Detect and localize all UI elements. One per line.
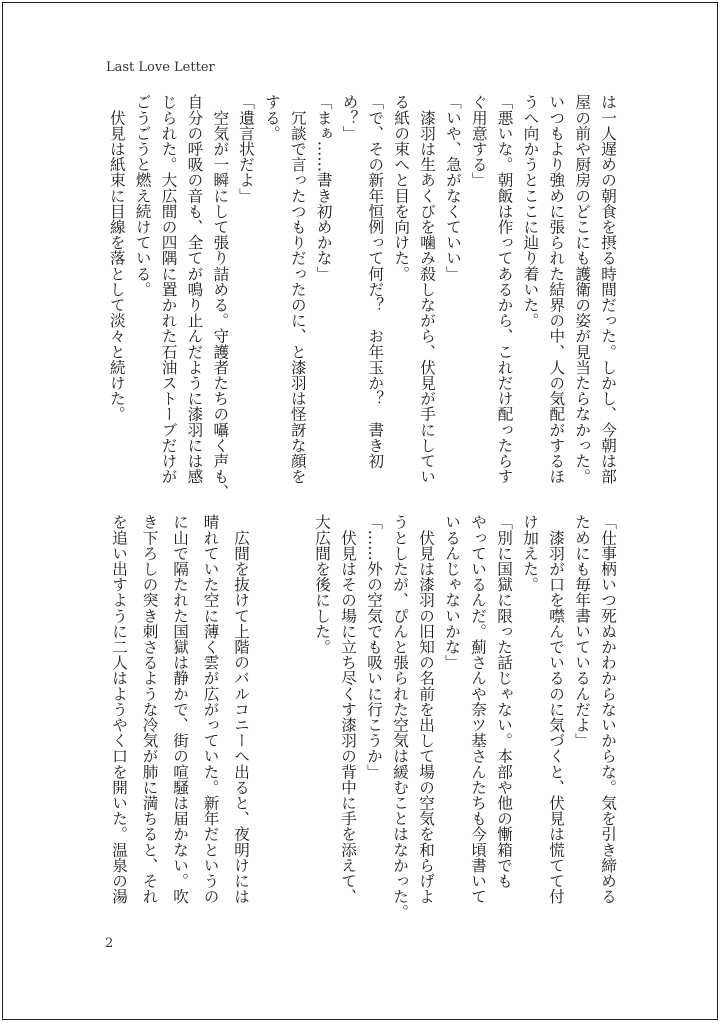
text-column: 大広間を後にした。: [313, 514, 331, 655]
page-number: 2: [105, 936, 114, 951]
text-column: 伏見は紙束に目線を落として淡々と続けた。: [107, 94, 126, 422]
text-column: 伏見は漆羽の旧知の名前を出して場の空気を和らげよ: [417, 514, 435, 904]
text-column: に山で隔たれた国獄は静かで、街の喧騒は届かない。吹: [171, 514, 189, 904]
text-column: 冗談で言ったつもりだったのに、と漆羽は怪訝な顔を: [288, 94, 307, 484]
text-column: する。: [262, 94, 281, 141]
text-column: を追い出すように二人はようやく口を開いた。温泉の湯: [110, 514, 128, 904]
running-title: Last Love Letter: [106, 60, 215, 75]
text-column: 晴れていた空に薄く雲が広がっていた。新年だというの: [201, 514, 220, 904]
text-column: 「遺言状だよ」: [237, 94, 256, 204]
text-column: 漆羽が口を噤んでいるのに気づくと、伏見は慌てて付: [547, 514, 565, 904]
text-column: いつもより強めに張られた結界の中、人の気配がするほ: [547, 94, 566, 484]
text-column: 「別に国獄に限った話じゃない。本部や他の慚箱でも: [495, 514, 513, 889]
text-column: 自分の呼吸の音も、全てが鳴り止んだように漆羽には感: [185, 94, 204, 484]
text-column: ためにも毎年書いているんだよ」: [573, 514, 591, 748]
text-column: け加えた。: [521, 514, 539, 592]
text-column: 漆羽は生あくびを噛み殺しながら、伏見が手にしてい: [418, 94, 437, 484]
text-column: き下ろしの突き刺さるような冷気が肺に満ちると、それ: [140, 514, 159, 904]
text-column: 「仕事柄いつ死ぬかわからないからな。気を引き締める: [599, 514, 617, 904]
text-column: 「で、その新年恒例って何だ？ お年玉か？ 書き初: [366, 94, 385, 469]
text-column: 伏見はその場に立ち尽くす漆羽の背中に手を添えて、: [339, 514, 357, 904]
text-column: 「まぁ……書き初めかな」: [314, 94, 333, 282]
text-column: は一人遅めの朝食を摂る時間だった。しかし、今朝は部: [599, 94, 617, 484]
text-column: いるんじゃないかな」: [443, 514, 461, 670]
text-column: うへ向かうとここに辿り着いた。: [521, 94, 540, 328]
text-column: ごうごうと燃え続けている。: [133, 94, 152, 297]
text-column: 「悪いな。朝飯は作ってあるから、これだけ配ったらす: [495, 94, 514, 484]
text-column: め？」: [340, 94, 359, 141]
text-column: 空気が一瞬にして張り詰める。守護者たちの囁く声も、: [211, 94, 230, 500]
text-column: じられた。大広間の四隅に置かれた石油ストーブだけが: [159, 94, 178, 484]
text-column: うとしたが、ぴんと張られた空気は緩むことはなかった。: [391, 514, 409, 920]
text-column: 「……外の空気でも吸いに行こうか」: [365, 514, 383, 780]
text-column: 広間を抜けて上階のバルコニーへ出ると、夜明けには: [232, 514, 250, 904]
text-column: ぐ用意する」: [469, 94, 488, 188]
text-column: る紙の束へと目を向けた。: [392, 94, 411, 282]
text-column: やっているんだ。薊さんや奈ツ基さんたちも今頃書いて: [469, 514, 487, 904]
text-column: 「いや、急がなくていい」: [443, 94, 462, 282]
text-column: 屋の前や厨房のどこにも護衛の姿が見当たらなかった。: [573, 94, 592, 484]
